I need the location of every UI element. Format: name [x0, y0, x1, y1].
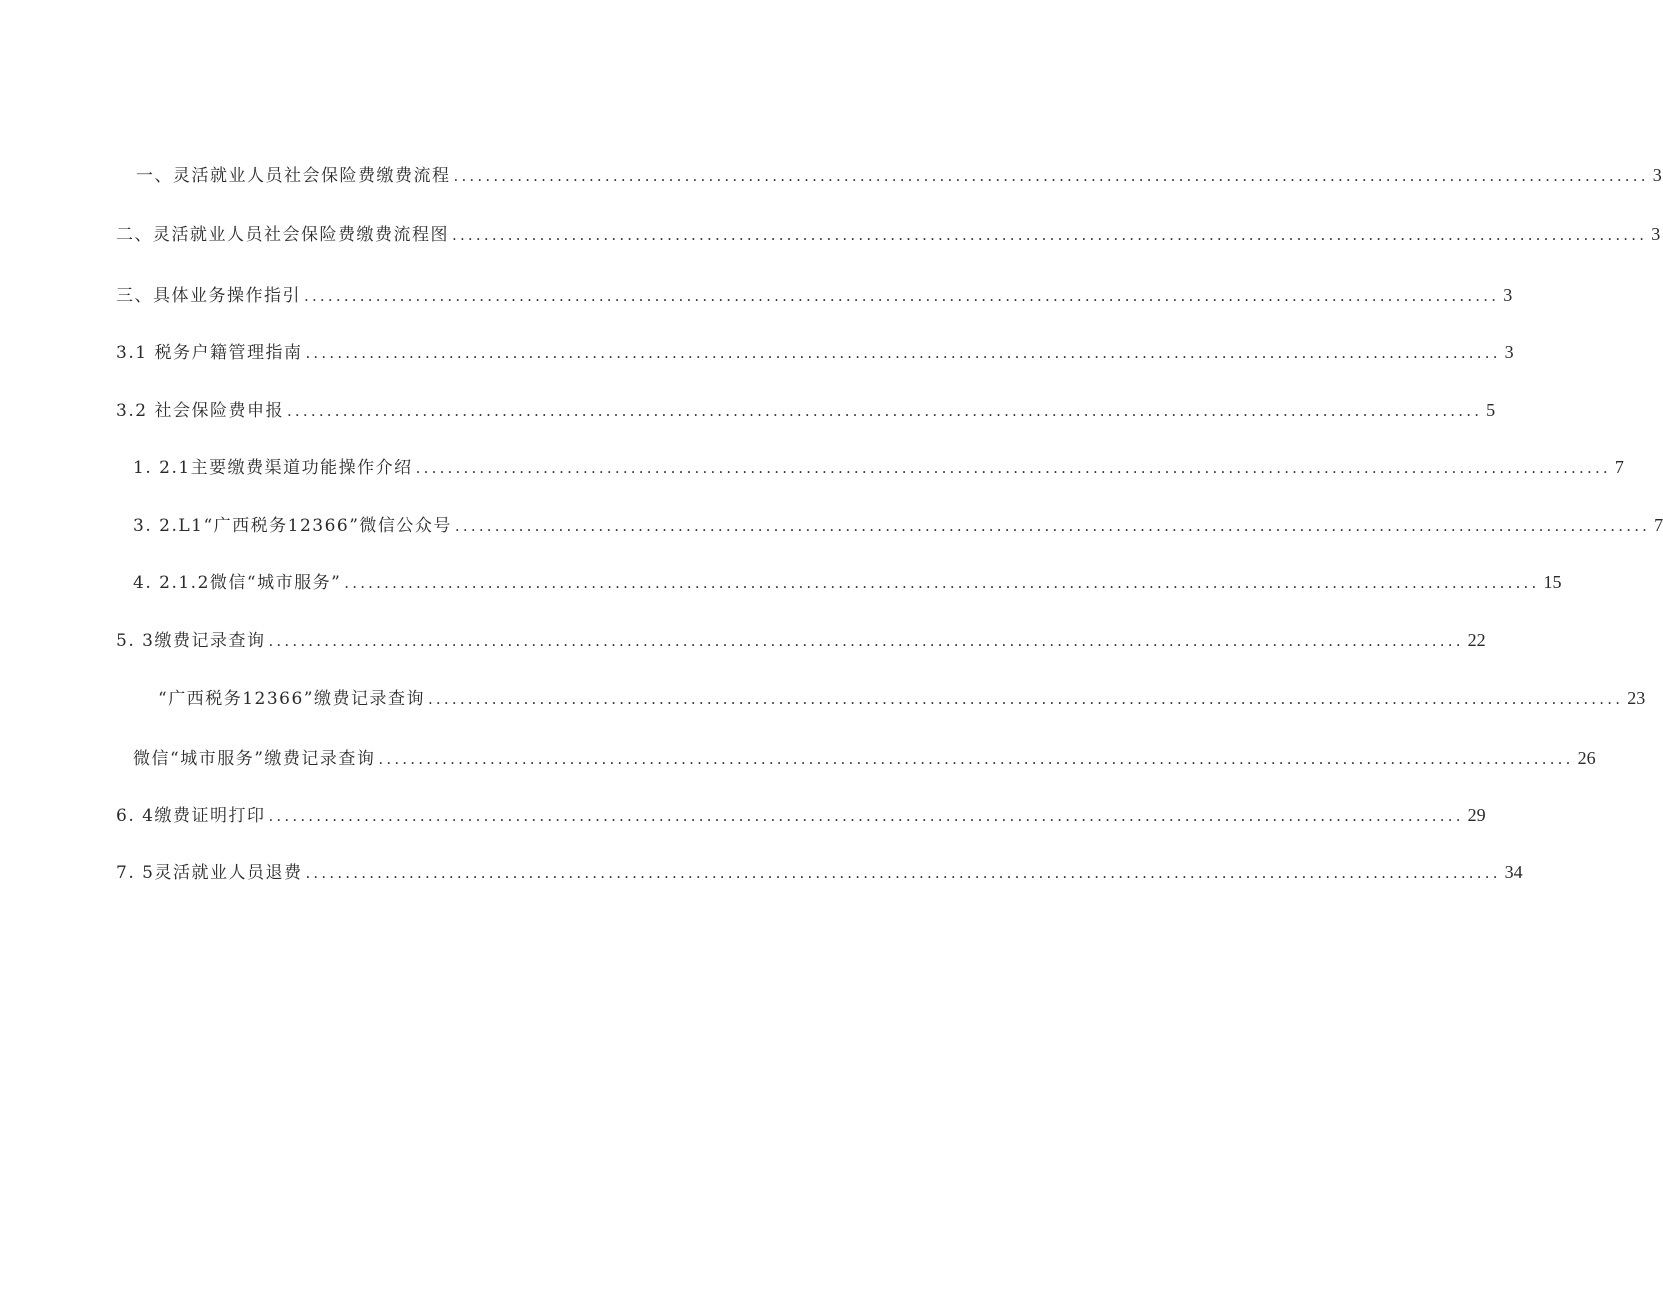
toc-entry[interactable] [133, 568, 1562, 596]
toc-entry-page: 34 [1504, 862, 1523, 882]
toc-entry[interactable] [133, 511, 1663, 539]
toc-entry[interactable] [133, 744, 1596, 772]
toc-dot-leader: ...................................................................................................................................................... [344, 574, 1540, 592]
toc-entry-page: 3 [1652, 165, 1662, 185]
toc-dot-leader: ...................................................................................................................................................... [427, 690, 1624, 708]
toc-entry[interactable] [116, 626, 1486, 654]
toc-dot-leader: ...................................................................................................................................................... [305, 344, 1501, 362]
toc-entry-title: 3.1 税务户籍管理指南 [116, 343, 303, 363]
toc-entry-page: 7 [1654, 515, 1663, 535]
toc-entry-page: 3 [1651, 224, 1661, 244]
toc-dot-leader: ...................................................................................................................................................... [415, 459, 1611, 477]
toc-dot-leader: ...................................................................................................................................................... [268, 807, 1464, 825]
toc-entry-page: 22 [1467, 630, 1486, 650]
toc-entry-page: 23 [1627, 688, 1646, 708]
toc-dot-leader: ...................................................................................................................................................... [286, 402, 1483, 420]
toc-dot-leader: ...................................................................................................................................................... [304, 287, 1500, 305]
toc-entry[interactable] [116, 396, 1496, 424]
toc-entry-title: 7. 5灵活就业人员退费 [116, 863, 303, 883]
toc-entry[interactable] [116, 338, 1514, 366]
toc-dot-leader: ...................................................................................................................................................... [453, 167, 1649, 185]
toc-entry-title: 6. 4缴费证明打印 [116, 806, 266, 826]
toc-entry[interactable] [116, 281, 1513, 309]
toc-entry-title: 5. 3缴费记录查询 [116, 631, 266, 651]
toc-entry-title: 3. 2.L1“广西税务12366”微信公众号 [133, 516, 452, 536]
toc-entry-title: 二、灵活就业人员社会保险费缴费流程图 [116, 225, 449, 245]
toc-entry-page: 3 [1503, 285, 1513, 305]
toc-entry[interactable] [136, 161, 1662, 189]
toc-entry-title: 4. 2.1.2微信“城市服务” [133, 573, 342, 593]
toc-entry-page: 7 [1614, 457, 1624, 477]
toc-entry-page: 15 [1543, 572, 1562, 592]
toc-entry-page: 26 [1577, 748, 1596, 768]
toc-entry-title: “广西税务12366”缴费记录查询 [158, 689, 425, 709]
toc-entry[interactable] [116, 858, 1523, 886]
toc-entry-title: 三、具体业务操作指引 [116, 286, 301, 306]
toc-dot-leader: ...................................................................................................................................................... [268, 632, 1464, 650]
toc-entry-title: 微信“城市服务”缴费记录查询 [133, 749, 376, 769]
toc-entry-title: 3.2 社会保险费申报 [116, 401, 284, 421]
toc-entry-page: 3 [1504, 342, 1514, 362]
toc-dot-leader: ...................................................................................................................................................... [378, 750, 1574, 768]
toc-entry-page: 29 [1467, 805, 1486, 825]
toc-entry[interactable] [158, 684, 1646, 712]
toc-entry[interactable] [133, 453, 1624, 481]
toc-entry-page: 5 [1486, 400, 1496, 420]
toc-entry-title: 一、灵活就业人员社会保险费缴费流程 [136, 166, 451, 186]
toc-entry-title: 1. 2.1主要缴费渠道功能操作介绍 [133, 458, 413, 478]
toc-entry[interactable] [116, 801, 1486, 829]
toc-dot-leader: ...................................................................................................................................................... [454, 517, 1651, 535]
toc-dot-leader: ...................................................................................................................................................... [452, 226, 1648, 244]
toc-entry[interactable] [116, 220, 1661, 248]
toc-dot-leader: ...................................................................................................................................................... [305, 864, 1501, 882]
